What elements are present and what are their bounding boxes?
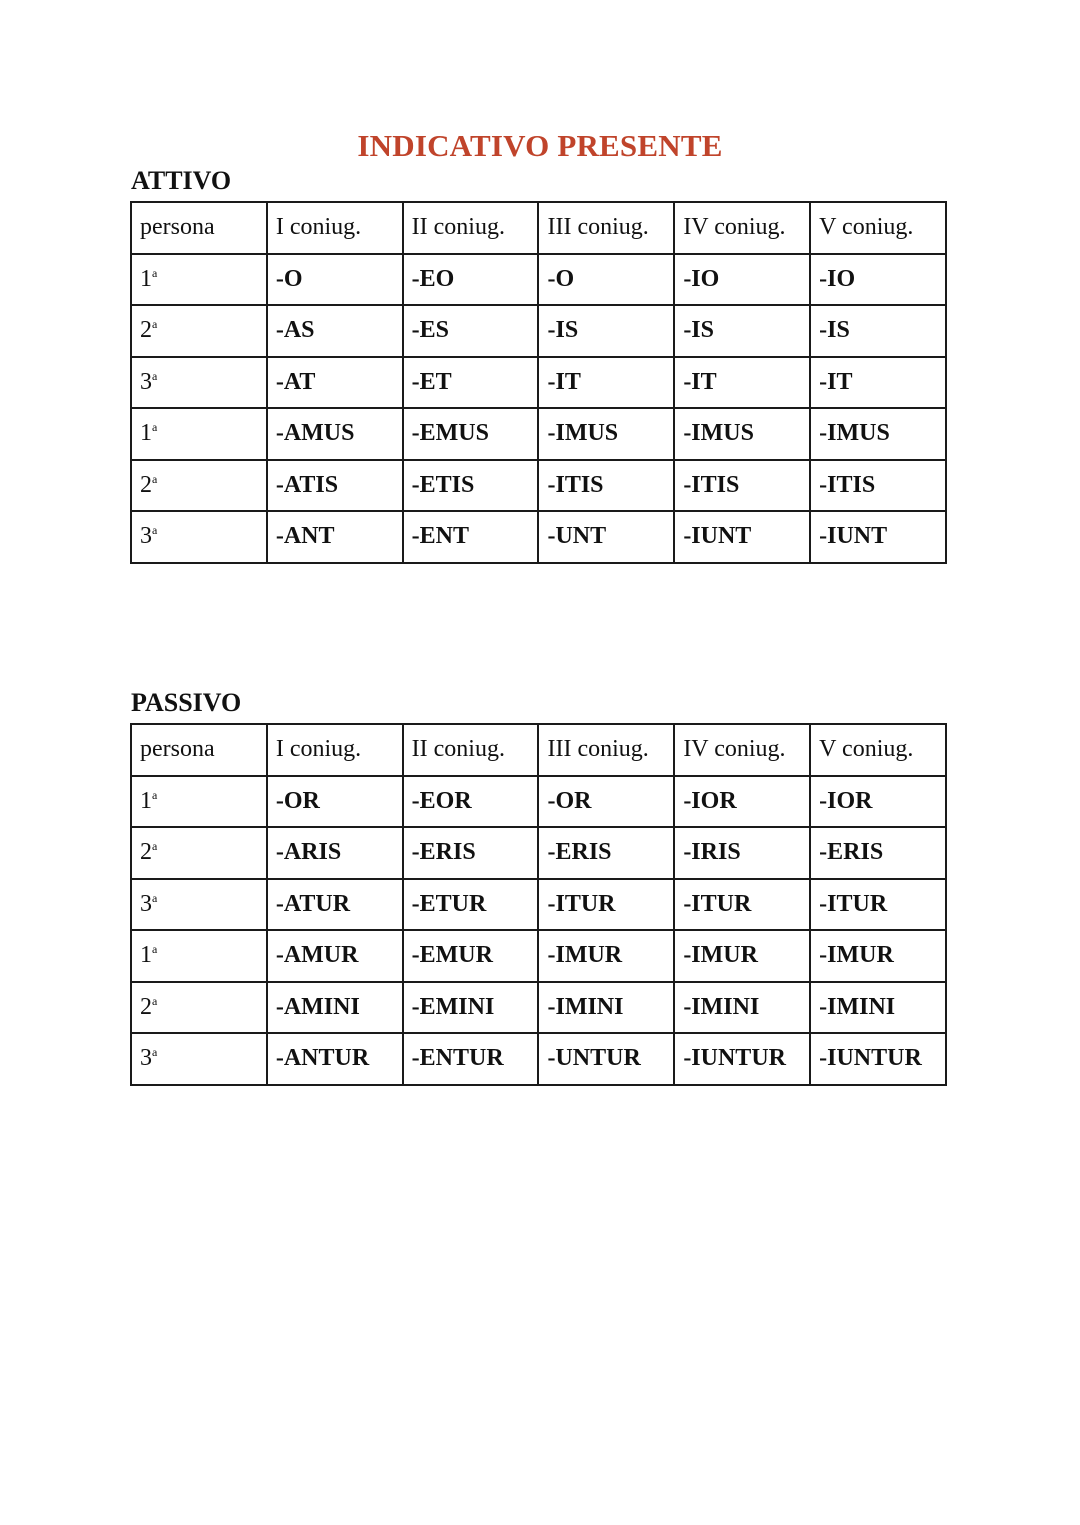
page-title: INDICATIVO PRESENTE: [357, 128, 723, 163]
person-number: 1: [140, 265, 152, 292]
header-cell: III coniug.: [538, 724, 674, 776]
ending-cell: -IOR: [810, 776, 946, 828]
header-cell: II coniug.: [403, 724, 539, 776]
header-cell: persona: [131, 202, 267, 254]
ending-cell: -IRIS: [674, 827, 810, 879]
ending-cell: -EMUS: [403, 408, 539, 460]
ending-cell: -IMUS: [538, 408, 674, 460]
ordinal-indicator: a: [152, 890, 158, 905]
ordinal-indicator: a: [152, 993, 158, 1008]
ordinal-indicator: a: [152, 471, 158, 486]
table-row: [131, 930, 946, 982]
ending-cell: -IMUS: [810, 408, 946, 460]
person-cell: [131, 408, 267, 460]
ending-cell: -IMUS: [674, 408, 810, 460]
ending-cell: -IMUR: [810, 930, 946, 982]
table-row: [131, 827, 946, 879]
ending-cell: -ETUR: [403, 879, 539, 931]
ending-cell: -O: [538, 254, 674, 306]
ordinal-indicator: a: [152, 787, 158, 802]
header-cell: persona: [131, 724, 267, 776]
table-row: [131, 879, 946, 931]
person-cell: [131, 511, 267, 563]
ending-cell: -ITIS: [810, 460, 946, 512]
table-row: [131, 460, 946, 512]
ending-cell: -EOR: [403, 776, 539, 828]
ending-cell: -ANT: [267, 511, 403, 563]
ending-cell: -IOR: [674, 776, 810, 828]
person-cell: [131, 254, 267, 306]
ending-cell: -IUNT: [674, 511, 810, 563]
ending-cell: -ITIS: [674, 460, 810, 512]
ending-cell: -IS: [674, 305, 810, 357]
passivo-table: [130, 723, 947, 1086]
ending-cell: -IUNTUR: [674, 1033, 810, 1085]
ending-cell: -ETIS: [403, 460, 539, 512]
ending-cell: -ATUR: [267, 879, 403, 931]
person-number: 1: [140, 787, 152, 814]
ending-cell: -AMUS: [267, 408, 403, 460]
person-number: 2: [140, 839, 152, 866]
person-cell: [131, 357, 267, 409]
ending-cell: -IT: [538, 357, 674, 409]
header-cell: II coniug.: [403, 202, 539, 254]
attivo-body: [131, 254, 946, 563]
header-row: [131, 724, 946, 776]
ending-cell: -ERIS: [538, 827, 674, 879]
table-row: [131, 511, 946, 563]
passivo-body: [131, 776, 946, 1085]
table-row: [131, 1033, 946, 1085]
table-row: [131, 254, 946, 306]
ending-cell: -ARIS: [267, 827, 403, 879]
table-row: [131, 357, 946, 409]
header-cell: IV coniug.: [674, 202, 810, 254]
ending-cell: -EO: [403, 254, 539, 306]
ordinal-indicator: a: [152, 317, 158, 332]
ending-cell: -UNTUR: [538, 1033, 674, 1085]
ending-cell: -OR: [267, 776, 403, 828]
ending-cell: -AMINI: [267, 982, 403, 1034]
ending-cell: -IMINI: [810, 982, 946, 1034]
ending-cell: -IT: [810, 357, 946, 409]
header-cell: I coniug.: [267, 202, 403, 254]
ending-cell: -ES: [403, 305, 539, 357]
ordinal-indicator: a: [152, 839, 158, 854]
person-cell: [131, 776, 267, 828]
person-number: 3: [140, 523, 152, 550]
attivo-table: [130, 201, 947, 564]
ending-cell: -ERIS: [403, 827, 539, 879]
ending-cell: -ENT: [403, 511, 539, 563]
ordinal-indicator: a: [152, 1045, 158, 1060]
ending-cell: -ERIS: [810, 827, 946, 879]
ordinal-indicator: a: [152, 420, 158, 435]
header-cell: V coniug.: [810, 202, 946, 254]
ending-cell: -ET: [403, 357, 539, 409]
ordinal-indicator: a: [152, 523, 158, 538]
ending-cell: -UNT: [538, 511, 674, 563]
ending-cell: -ENTUR: [403, 1033, 539, 1085]
table-row: [131, 776, 946, 828]
header-row: [131, 202, 946, 254]
table-row: [131, 982, 946, 1034]
person-number: 1: [140, 942, 152, 969]
ordinal-indicator: a: [152, 942, 158, 957]
person-number: 1: [140, 420, 152, 447]
ending-cell: -ANTUR: [267, 1033, 403, 1085]
person-cell: [131, 982, 267, 1034]
person-number: 3: [140, 1045, 152, 1072]
ending-cell: -ITUR: [810, 879, 946, 931]
person-cell: [131, 930, 267, 982]
ordinal-indicator: a: [152, 265, 158, 280]
ending-cell: -IMUR: [674, 930, 810, 982]
ending-cell: -IUNTUR: [810, 1033, 946, 1085]
table-row: [131, 408, 946, 460]
person-number: 2: [140, 471, 152, 498]
person-cell: [131, 827, 267, 879]
header-cell: I coniug.: [267, 724, 403, 776]
passivo-heading: PASSIVO: [131, 688, 242, 717]
ending-cell: -IS: [810, 305, 946, 357]
table-row: [131, 305, 946, 357]
person-cell: [131, 1033, 267, 1085]
ending-cell: -IMINI: [674, 982, 810, 1034]
ending-cell: -AS: [267, 305, 403, 357]
person-cell: [131, 305, 267, 357]
ending-cell: -ITUR: [674, 879, 810, 931]
person-cell: [131, 460, 267, 512]
person-number: 3: [140, 368, 152, 395]
ending-cell: -AMUR: [267, 930, 403, 982]
person-cell: [131, 879, 267, 931]
ending-cell: -ITUR: [538, 879, 674, 931]
ending-cell: -O: [267, 254, 403, 306]
ending-cell: -EMINI: [403, 982, 539, 1034]
ending-cell: -AT: [267, 357, 403, 409]
ending-cell: -ATIS: [267, 460, 403, 512]
ordinal-indicator: a: [152, 368, 158, 383]
person-number: 2: [140, 317, 152, 344]
ending-cell: -IMINI: [538, 982, 674, 1034]
ending-cell: -IO: [674, 254, 810, 306]
ending-cell: -IS: [538, 305, 674, 357]
ending-cell: -IO: [810, 254, 946, 306]
ending-cell: -IMUR: [538, 930, 674, 982]
header-cell: V coniug.: [810, 724, 946, 776]
ending-cell: -ITIS: [538, 460, 674, 512]
ending-cell: -EMUR: [403, 930, 539, 982]
header-cell: III coniug.: [538, 202, 674, 254]
ending-cell: -IUNT: [810, 511, 946, 563]
person-number: 3: [140, 890, 152, 917]
ending-cell: -IT: [674, 357, 810, 409]
attivo-heading: ATTIVO: [131, 166, 232, 195]
header-cell: IV coniug.: [674, 724, 810, 776]
ending-cell: -OR: [538, 776, 674, 828]
person-number: 2: [140, 993, 152, 1020]
